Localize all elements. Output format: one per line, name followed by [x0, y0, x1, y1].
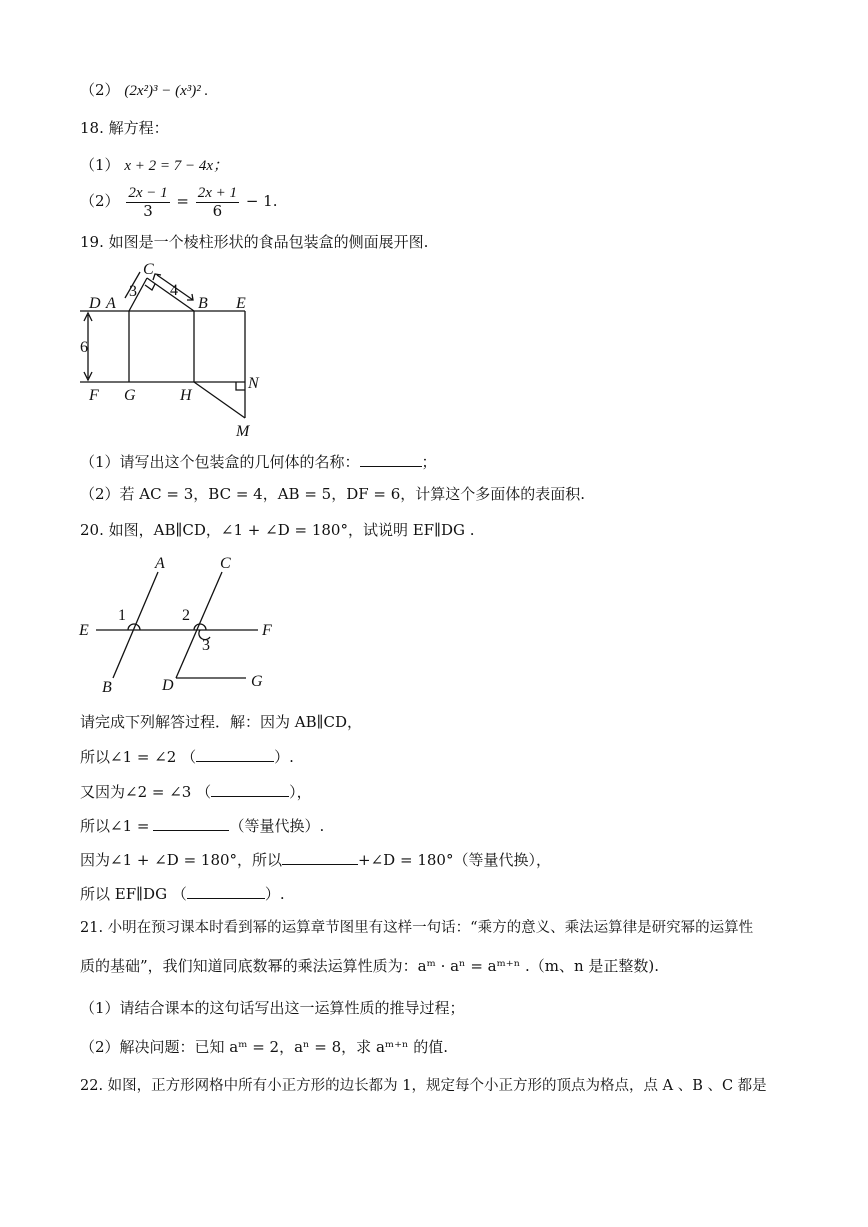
- reason-blank-2[interactable]: [211, 781, 289, 797]
- q22-line1: 22. 如图，正方形网格中所有小正方形的边长都为 1，规定每个小正方形的顶点为格点，点 A 、B 、C 都是: [80, 1078, 767, 1094]
- label-b: B: [198, 295, 208, 312]
- q18-part2-label: （2）: [80, 192, 120, 210]
- length-6: 6: [80, 339, 88, 356]
- answer-blank-3[interactable]: [153, 815, 229, 831]
- angle-arc-2: [194, 624, 206, 630]
- q20-line2-text: 所以∠1 = ∠2 （: [80, 748, 197, 766]
- q20-line4-end: （等量代换）.: [229, 817, 325, 835]
- q18-part1-label: （1）: [80, 156, 120, 174]
- q20-line3-end: ），: [289, 783, 312, 801]
- q20-title: 20. 如图，AB∥CD，∠1 + ∠D = 180°，试说明 EF∥DG .: [80, 521, 475, 539]
- label-g: G: [251, 673, 263, 690]
- label-b: B: [102, 679, 112, 696]
- q21-line1: 21. 小明在预习课本时看到幂的运算章节图里有这样一句话：“乘方的意义、乘法运算律是研究幂的运算性: [80, 920, 754, 936]
- label-f: F: [89, 387, 99, 404]
- label-d: D: [89, 295, 101, 312]
- q19-part1-end: ；: [421, 453, 437, 471]
- label-a: A: [155, 555, 165, 572]
- fraction-right-numerator: 2x + 1: [197, 184, 238, 201]
- angle-label-3: 3: [202, 637, 210, 654]
- q20-line3: [80, 781, 312, 802]
- line-cd: [176, 572, 222, 678]
- q19-part1-text: （1）请写出这个包装盒的几何体的名称：: [80, 453, 360, 471]
- label-c: C: [143, 261, 154, 278]
- q19-title: 19. 如图是一个棱柱形状的食品包装盒的侧面展开图.: [80, 233, 429, 251]
- q20-line4-text: 所以∠1 =: [80, 817, 150, 835]
- q21-line2: 质的基础”，我们知道同底数幂的乘法运算性质为：aᵐ · aⁿ = aᵐ⁺ⁿ .（m、n 是正整数).: [80, 957, 660, 975]
- label-f: F: [262, 622, 272, 639]
- q20-line1: 请完成下列解答过程．解：因为 AB∥CD，: [80, 713, 363, 731]
- fraction-right-denominator: 6: [212, 201, 223, 220]
- label-m: M: [236, 423, 250, 440]
- label-d: D: [162, 677, 174, 694]
- label-e: E: [236, 295, 246, 312]
- q18-part2-tail: − 1.: [245, 192, 278, 210]
- q20-line2: [80, 746, 294, 767]
- q21-part2: （2）解决问题：已知 aᵐ = 2，aⁿ = 8，求 aᵐ⁺ⁿ 的值.: [80, 1038, 449, 1056]
- q17-part2-label: （2）: [80, 81, 120, 99]
- label-n: N: [248, 375, 259, 392]
- q17-part2-expression: (2x²)³ − (x³)² .: [124, 83, 209, 99]
- q18-title: 18. 解方程：: [80, 119, 169, 137]
- q20-line4: [80, 815, 324, 836]
- reason-blank-5[interactable]: [187, 883, 265, 899]
- q20-line3-text: 又因为∠2 = ∠3 （: [80, 783, 212, 801]
- length-4: 4: [170, 282, 178, 299]
- q20-line2-end: ）.: [274, 748, 294, 766]
- q20-line5-end: +∠D = 180°（等量代换），: [358, 851, 551, 869]
- equals-sign: =: [176, 192, 189, 210]
- q20-line6-text: 所以 EF∥DG （: [80, 885, 187, 903]
- angle-label-2: 2: [182, 607, 190, 624]
- fraction-left-numerator: 2x − 1: [128, 184, 168, 201]
- label-a: A: [106, 295, 116, 312]
- label-c: C: [220, 555, 231, 572]
- label-g: G: [124, 387, 136, 404]
- label-h: H: [180, 387, 192, 404]
- fraction-left-denominator: 3: [143, 201, 153, 220]
- line-ab: [113, 572, 158, 678]
- label-e: E: [79, 622, 89, 639]
- reason-blank-1[interactable]: [196, 746, 274, 762]
- answer-blank-4[interactable]: [282, 849, 358, 865]
- angle-label-1: 1: [118, 607, 126, 624]
- q19-part2: （2）若 AC = 3，BC = 4，AB = 5，DF = 6，计算这个多面体的表面积.: [80, 485, 586, 503]
- q18-part1-expression: x + 2 = 7 − 4x；: [124, 158, 229, 174]
- q20-line5: [80, 849, 551, 870]
- q20-line5-text: 因为∠1 + ∠D = 180°，所以: [80, 851, 283, 869]
- q20-line6: [80, 883, 285, 904]
- length-3: 3: [129, 283, 137, 300]
- q21-part1: （1）请结合课本的这句话写出这一运算性质的推导过程；: [80, 999, 465, 1017]
- q20-line6-end: ）.: [264, 885, 285, 903]
